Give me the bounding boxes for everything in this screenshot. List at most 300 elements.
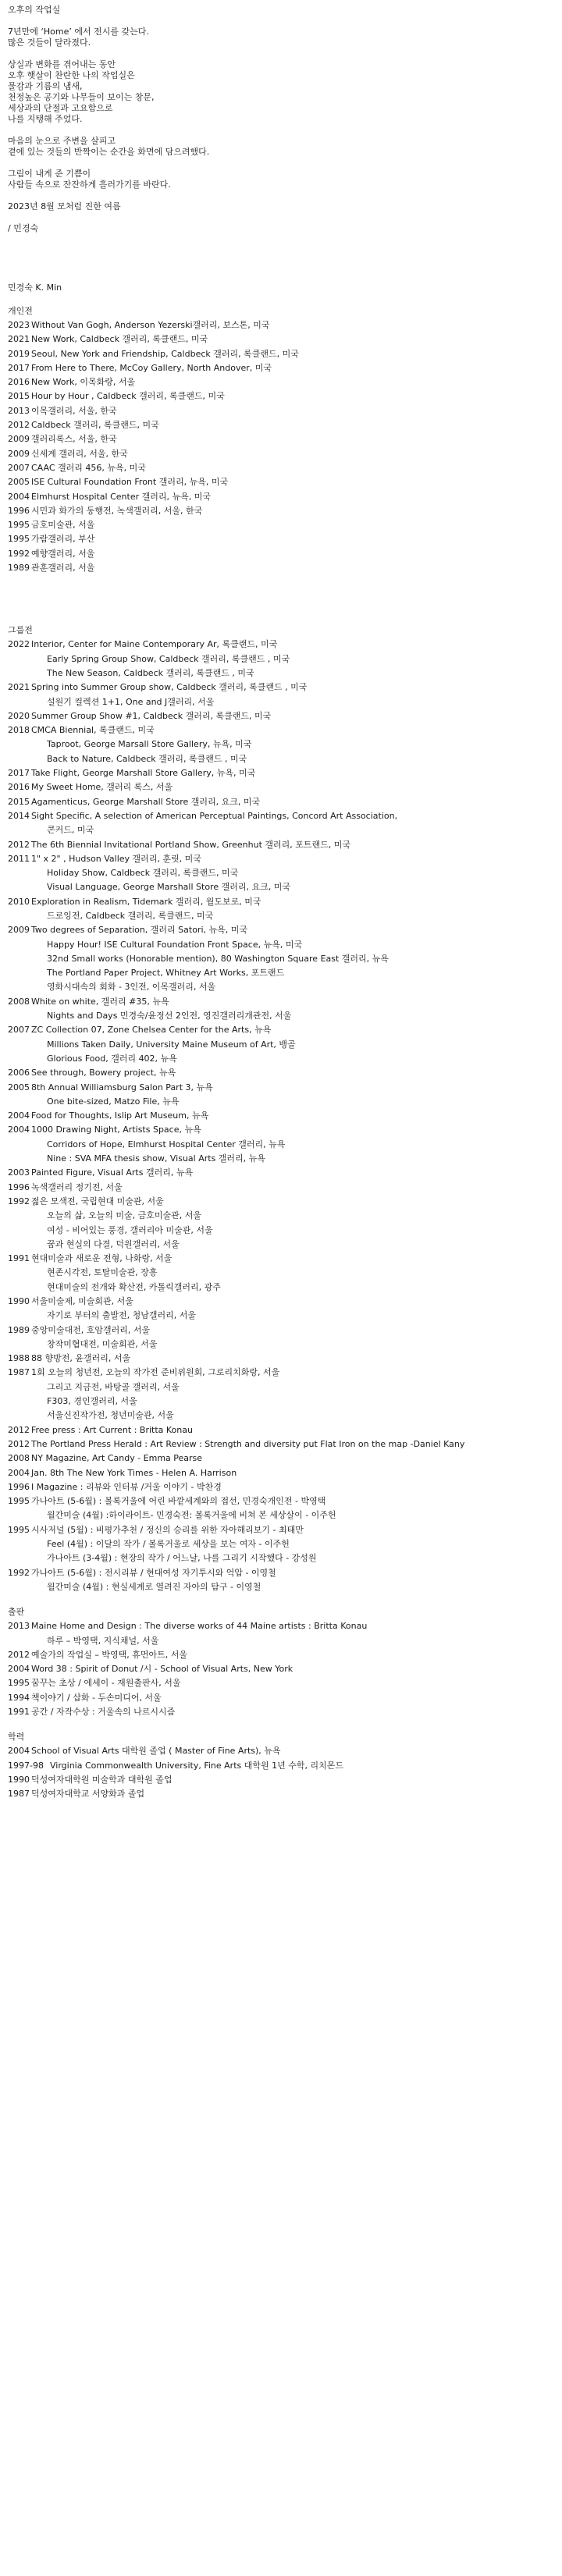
entry-text: I Magazine : 리뷰와 인터뷰 /거울 이야기 - 박찬경 — [31, 1481, 222, 1492]
artist-statement — [8, 5, 554, 234]
entry-year — [8, 1309, 27, 1323]
statement-line: 마음의 눈으로 주변을 살피고 — [8, 136, 116, 146]
statement-line: 천정높은 공기와 나무들이 보이는 창문, — [8, 92, 155, 102]
entry-text: 현대미술과 새로운 전형, 나화랑, 서울 — [31, 1253, 173, 1264]
group-exhibition-entry — [8, 1224, 554, 1238]
group-exhibition-entry — [8, 1109, 554, 1123]
entry-text: 월간미술 (4월) : 현실세계로 열려진 자아의 탐구 - 이영철 — [47, 1581, 261, 1592]
solo-exhibition-entry — [8, 332, 554, 346]
entry-text: Corridors of Hope, Elmhurst Hospital Center 갤러리, 뉴욕 — [47, 1139, 286, 1149]
group-exhibition-entry — [8, 1081, 554, 1095]
entry-text: Word 38 : Spirit of Donut /시 - School of Visual Arts, New York — [31, 1664, 293, 1675]
solo-exhibition-entry — [8, 461, 554, 475]
education-entry — [8, 1744, 554, 1758]
entry-year — [8, 737, 27, 751]
entry-year: 2013 — [8, 405, 30, 416]
entry-text: Free press : Art Current : Britta Konau — [31, 1424, 193, 1435]
entry-year: 2023 — [8, 320, 30, 330]
entry-year — [8, 1409, 27, 1423]
entry-year: 2021 — [8, 334, 30, 345]
press-entry — [8, 1437, 554, 1451]
group-exhibition-entry — [8, 737, 554, 751]
entry-text: The New Season, Caldbeck 갤러리, 록클랜드 , 미국 — [47, 667, 254, 678]
entry-year: 1995 — [8, 1496, 30, 1507]
group-exhibition-entry — [8, 1281, 554, 1295]
group-exhibition-entry — [8, 980, 554, 994]
entry-year: 2014 — [8, 810, 30, 821]
entry-year — [8, 1095, 27, 1109]
entry-text: 녹색갤러리 정기전, 서울 — [31, 1181, 123, 1192]
entry-text: School of Visual Arts 대학원 졸업 ( Master of Fine Arts), 뉴욕 — [31, 1746, 281, 1757]
entry-year: 2012 — [8, 839, 30, 850]
entry-year: 1988 — [8, 1353, 30, 1364]
entry-text: 드로잉전, Caldbeck 갤러리, 록클랜드, 미국 — [47, 910, 214, 921]
press-entry — [8, 1580, 554, 1594]
entry-year: 1990 — [8, 1774, 30, 1785]
entry-year — [8, 938, 27, 952]
entry-year — [8, 1634, 27, 1648]
entry-text: 현대미술의 전개와 확산전, 카톨릭갤러리, 광주 — [47, 1281, 221, 1292]
press-entry — [8, 1423, 554, 1437]
group-exhibition-entry — [8, 638, 554, 652]
entry-year — [8, 752, 27, 766]
page-content — [8, 5, 554, 1802]
entry-year: 2013 — [8, 1621, 30, 1632]
entry-year — [8, 980, 27, 994]
press-entry — [8, 1466, 554, 1480]
publication-entry — [8, 1619, 554, 1633]
entry-year: 2022 — [8, 639, 30, 650]
entry-text: Hour by Hour , Caldbeck 갤러리, 록클랜드, 미국 — [31, 391, 225, 402]
statement-line: 2023년 8월 모처럼 진한 여름 — [8, 201, 121, 211]
entry-text: The Portland Press Herald : Art Review : Strength and diversity put Flat Iron on the map -Daniel Kany — [31, 1438, 465, 1449]
solo-exhibition-entry — [8, 404, 554, 418]
entry-text: 가나아트 (3-4월) : 현장의 작가 / 어느날, 나를 그리기 시작했다 - 강성원 — [47, 1553, 317, 1564]
entry-year: 1991 — [8, 1253, 30, 1264]
group-exhibition-entry — [8, 1366, 554, 1380]
education-heading: 학력 — [8, 1732, 25, 1743]
publication-entry — [8, 1676, 554, 1690]
entry-year: 2003 — [8, 1167, 30, 1178]
group-exhibition-entry — [8, 995, 554, 1009]
publication-entry — [8, 1705, 554, 1719]
entry-text: 가나아트 (5-6월) : 전시리뷰 / 현대여성 자기투시와 억압 - 이영철 — [31, 1567, 276, 1578]
entry-year: 2012 — [8, 1649, 30, 1660]
solo-exhibition-entry — [8, 389, 554, 403]
entry-year: 2011 — [8, 853, 30, 864]
entry-year — [8, 695, 27, 709]
group-exhibition-entry — [8, 838, 554, 852]
group-exhibition-entry — [8, 852, 554, 866]
group-exhibition-entry — [8, 895, 554, 909]
entry-text: Elmhurst Hospital Center 갤러리, 뉴욕, 미국 — [31, 491, 211, 502]
entry-year — [8, 1338, 27, 1352]
statement-line: 사람들 속으로 잔잔하게 흘러가기를 바란다. — [8, 179, 171, 190]
entry-text: Maine Home and Design : The diverse works of 44 Maine artists : Britta Konau — [31, 1621, 368, 1632]
solo-exhibition-entry — [8, 432, 554, 446]
solo-exhibition-entry — [8, 532, 554, 546]
group-exhibition-entry — [8, 780, 554, 794]
entry-year: 2005 — [8, 477, 30, 488]
entry-text: 덕성여자대학원 미술학과 대학원 졸업 — [31, 1774, 173, 1785]
entry-text: 88 향방전, 윤갤러리, 서울 — [31, 1353, 131, 1364]
entry-text: Painted Figure, Visual Arts 갤러리, 뉴욕 — [31, 1167, 194, 1178]
entry-text: Glorious Food, 갤러리 402, 뉴욕 — [47, 1053, 177, 1064]
entry-text: 이목갤러리, 서울, 한국 — [31, 405, 117, 416]
entry-year: 2008 — [8, 996, 30, 1007]
entry-year — [8, 823, 27, 837]
entry-year — [8, 1580, 27, 1594]
entry-year — [8, 952, 27, 966]
entry-text: Spring into Summer Group show, Caldbeck 갤러리, 록클랜드 , 미국 — [31, 682, 308, 693]
entry-year: 2009 — [8, 434, 30, 445]
statement-line: / 민경숙 — [8, 223, 39, 233]
group-exhibition-entry — [8, 823, 554, 837]
entry-year: 2006 — [8, 1068, 30, 1078]
entry-text: 콘커드, 미국 — [47, 825, 94, 836]
statement-line: 오후 햇살이 찬란한 나의 작업실은 — [8, 70, 135, 80]
entry-year: 2004 — [8, 491, 30, 502]
entry-text: ISE Cultural Foundation Front 갤러리, 뉴욕, 미국 — [31, 477, 229, 488]
group-exhibition-entry — [8, 1052, 554, 1066]
entry-text: The 6th Biennial Invitational Portland Show, Greenhut 갤러리, 포트랜드, 미국 — [31, 839, 351, 850]
statement-line: 7년만에 ‘Home’ 에서 전시를 갖는다. — [8, 27, 149, 37]
group-exhibitions-section — [8, 624, 554, 1423]
entry-text: 현존시각전, 토탈미술관, 장흥 — [47, 1267, 158, 1278]
statement-line: 나를 지탱해 주었다. — [8, 114, 83, 124]
entry-text: 오늘의 삶, 오늘의 미술, 금호미술관, 서울 — [47, 1210, 201, 1221]
entry-year — [8, 966, 27, 980]
group-exhibition-entry — [8, 1338, 554, 1352]
entry-text: 시사저널 (5월) : 비평가추천 / 정신의 승리를 위한 자아해리보기 - 최태만 — [31, 1524, 304, 1535]
press-entry — [8, 1537, 554, 1551]
entry-year — [8, 1052, 27, 1066]
education-entry — [8, 1759, 554, 1773]
entry-year: 2004 — [8, 1746, 30, 1757]
publications-section — [8, 1605, 554, 1719]
entry-year: 2010 — [8, 896, 30, 907]
entry-year — [8, 1508, 27, 1523]
entry-year: 2021 — [8, 682, 30, 693]
entry-text: 시민과 화가의 동행전, 녹색갤러리, 서울, 한국 — [31, 505, 203, 516]
group-exhibition-entry — [8, 1166, 554, 1180]
solo-heading: 개인전 — [8, 306, 33, 316]
entry-year: 1987 — [8, 1789, 30, 1800]
solo-exhibition-entry — [8, 561, 554, 575]
statement-line: 상실과 변화를 겪어내는 동안 — [8, 59, 116, 69]
entry-year: 1997-98 — [8, 1760, 44, 1771]
entry-text: Virginia Commonwealth University, Fine Arts 대학원 1년 수학, 리치몬드 — [50, 1760, 343, 1771]
entry-text: 설원기 컬렉션 1+1, One and J갤러리, 서울 — [47, 696, 215, 707]
statement-line: 많은 것들이 달라졌다. — [8, 37, 91, 48]
solo-exhibition-entry — [8, 318, 554, 332]
entry-text: 갤러리록스, 서울, 한국 — [31, 434, 117, 445]
entry-year — [8, 909, 27, 923]
group-exhibition-entry — [8, 1009, 554, 1023]
group-exhibition-entry — [8, 966, 554, 980]
entry-text: Sight Specific, A selection of American Perceptual Paintings, Concord Art Association, — [31, 810, 398, 821]
solo-exhibition-entry — [8, 447, 554, 461]
entry-year: 1991 — [8, 1707, 30, 1718]
entry-text: Visual Language, George Marshall Store 갤러리, 요크, 미국 — [47, 882, 290, 893]
entry-text: 1" x 2" , Hudson Valley 갤러리, 훈릿, 미국 — [31, 853, 201, 864]
entry-text: 창작미협대전, 미술회관, 서울 — [47, 1338, 158, 1349]
entry-text: Nine : SVA MFA thesis show, Visual Arts 갤러리, 뉴욕 — [47, 1153, 265, 1164]
statement-title: 오후의 작업실 — [8, 5, 61, 15]
entry-year: 1996 — [8, 505, 30, 516]
entry-year — [8, 1238, 27, 1252]
entry-year: 2017 — [8, 768, 30, 779]
group-exhibition-entry — [8, 1395, 554, 1409]
solo-exhibition-entry — [8, 518, 554, 532]
entry-text: 가람갤러리, 부산 — [31, 534, 95, 545]
entry-text: 32nd Small works (Honorable mention), 80 Washington Square East 갤러리, 뉴욕 — [47, 953, 389, 964]
entry-year — [8, 1266, 27, 1280]
group-exhibition-entry — [8, 1209, 554, 1223]
entry-text: 가나아트 (5-6월) : 볼록거울에 어린 바깥세계와의 접선, 민경숙개인전 - 박영택 — [31, 1496, 326, 1507]
group-exhibition-entry — [8, 923, 554, 937]
solo-exhibition-entry — [8, 504, 554, 518]
entry-year: 2004 — [8, 1664, 30, 1675]
solo-exhibition-entry — [8, 347, 554, 361]
press-entry — [8, 1566, 554, 1580]
group-exhibition-entry — [8, 709, 554, 723]
entry-year — [8, 1009, 27, 1023]
entry-text: 관훈갤러리, 서울 — [31, 563, 95, 574]
education-entry — [8, 1773, 554, 1787]
entry-year: 2009 — [8, 448, 30, 459]
group-exhibition-entry — [8, 1152, 554, 1166]
press-entry — [8, 1480, 554, 1494]
group-exhibition-entry — [8, 666, 554, 680]
solo-exhibition-entry — [8, 547, 554, 561]
group-exhibition-entry — [8, 766, 554, 780]
group-exhibition-entry — [8, 1238, 554, 1252]
entry-year — [8, 1038, 27, 1052]
entry-year: 1995 — [8, 1678, 30, 1689]
entry-text: 꿈과 현실의 다결, 덕원갤러리, 서울 — [47, 1238, 180, 1249]
group-exhibition-entry — [8, 1309, 554, 1323]
entry-text: Holiday Show, Caldbeck 갤러리, 록클랜드, 미국 — [47, 868, 239, 879]
publication-entry — [8, 1648, 554, 1662]
entry-text: See through, Bowery project, 뉴욕 — [31, 1068, 176, 1078]
entry-text: Two degrees of Separation, 갤러리 Satori, 뉴욕, 미국 — [31, 925, 248, 936]
press-entry — [8, 1508, 554, 1523]
statement-line: 세상과의 단절과 고요함으로 — [8, 103, 113, 113]
entry-text: F303, 경인갤러리, 서울 — [47, 1396, 137, 1407]
entry-text: Early Spring Group Show, Caldbeck 갤러리, 록클랜드 , 미국 — [47, 653, 290, 664]
group-exhibition-entry — [8, 1038, 554, 1052]
solo-exhibition-entry — [8, 418, 554, 432]
entry-year: 1994 — [8, 1692, 30, 1703]
entry-year — [8, 1395, 27, 1409]
entry-year — [8, 652, 27, 666]
education-section — [8, 1730, 554, 1801]
group-exhibition-entry — [8, 938, 554, 952]
entry-text: 금호미술관, 서울 — [31, 520, 95, 531]
entry-text: 꿈꾸는 초상 / 에세이 - 재원출판사, 서울 — [31, 1678, 181, 1689]
entry-text: 자기로 부터의 출발전, 청남갤러리, 서울 — [47, 1310, 196, 1321]
group-heading: 그룹전 — [8, 625, 33, 636]
solo-exhibition-entry — [8, 490, 554, 504]
entry-text: 그리고 지금전, 바탕골 갤러리, 서울 — [47, 1381, 180, 1392]
statement-line: 그림이 내게 준 기쁨이 — [8, 169, 91, 179]
entry-year: 2016 — [8, 377, 30, 388]
entry-text: Summer Group Show #1, Caldbeck 갤러리, 록클랜드, 미국 — [31, 710, 272, 721]
entry-year: 2009 — [8, 925, 30, 936]
group-exhibition-entry — [8, 695, 554, 709]
publication-entry — [8, 1662, 554, 1676]
entry-text: My Sweet Home, 갤러리 록스, 서울 — [31, 782, 173, 793]
publication-entry — [8, 1634, 554, 1648]
entry-year: 2004 — [8, 1467, 30, 1478]
entry-text: 예향갤러리, 서울 — [31, 548, 95, 559]
entry-year: 1995 — [8, 520, 30, 531]
entry-text: The Portland Paper Project, Whitney Art Works, 포트랜드 — [47, 968, 285, 979]
artist-name: 민경숙 K. Min — [8, 282, 62, 293]
entry-year: 2012 — [8, 1424, 30, 1435]
entry-text: 책이야기 / 삽화 - 두손미디어, 서울 — [31, 1692, 162, 1703]
entry-year: 2016 — [8, 782, 30, 793]
entry-text: 8th Annual Williamsburg Salon Part 3, 뉴욕 — [31, 1082, 213, 1093]
group-exhibition-entry — [8, 752, 554, 766]
solo-exhibition-entry — [8, 375, 554, 389]
entry-year: 2007 — [8, 462, 30, 473]
entry-year: 2008 — [8, 1453, 30, 1464]
press-entry — [8, 1551, 554, 1565]
entry-text: CMCA Biennial, 록클랜드, 미국 — [31, 725, 155, 736]
entry-text: New Work, 이목화랑, 서울 — [31, 377, 136, 388]
entry-year — [8, 1224, 27, 1238]
statement-line: 물감과 기름의 냄새, — [8, 81, 83, 91]
publications-heading: 출판 — [8, 1607, 25, 1618]
entry-text: Take Flight, George Marshall Store Gallery, 뉴욕, 미국 — [31, 768, 256, 779]
entry-year: 2015 — [8, 796, 30, 807]
group-exhibition-entry — [8, 723, 554, 737]
entry-year — [8, 1537, 27, 1551]
group-exhibition-entry — [8, 652, 554, 666]
entry-text: 월간미술 (4월) :하이라이트- 민경숙전: 볼록거울에 비쳐 본 세상살이 - 이주헌 — [47, 1510, 336, 1521]
solo-exhibition-entry — [8, 361, 554, 375]
entry-year — [8, 1281, 27, 1295]
entry-year: 2012 — [8, 1438, 30, 1449]
entry-text: One bite-sized, Matzo File, 뉴욕 — [47, 1096, 180, 1107]
entry-year: 2015 — [8, 391, 30, 402]
group-exhibition-entry — [8, 1138, 554, 1152]
entry-year: 2007 — [8, 1025, 30, 1036]
press-section — [8, 1423, 554, 1595]
group-exhibition-entry — [8, 1066, 554, 1080]
entry-text: New Work, Caldbeck 갤러리, 록클랜드, 미국 — [31, 334, 208, 345]
press-entry — [8, 1451, 554, 1466]
education-entry — [8, 1787, 554, 1801]
entry-text: Back to Nature, Caldbeck 갤러리, 록클랜드 , 미국 — [47, 753, 247, 764]
entry-year: 2004 — [8, 1125, 30, 1135]
group-exhibition-entry — [8, 1195, 554, 1209]
entry-year: 1996 — [8, 1181, 30, 1192]
entry-year: 2005 — [8, 1082, 30, 1093]
group-exhibition-entry — [8, 880, 554, 894]
entry-year: 1989 — [8, 563, 30, 574]
entry-text: 신세계 갤러리, 서울, 한국 — [31, 448, 128, 459]
entry-text: Seoul, New York and Friendship, Caldbeck 갤러리, 록클랜드, 미국 — [31, 348, 299, 359]
group-exhibition-entry — [8, 680, 554, 695]
statement-line: 곁에 있는 것들의 반짝이는 순간을 화면에 담으려했다. — [8, 147, 210, 157]
entry-text: Food for Thoughts, Islip Art Museum, 뉴욕 — [31, 1110, 209, 1121]
entry-year: 1990 — [8, 1296, 30, 1306]
entry-year: 2004 — [8, 1110, 30, 1121]
group-exhibition-entry — [8, 1181, 554, 1195]
entry-year: 1992 — [8, 548, 30, 559]
entry-text: Agamenticus, George Marshall Store 갤러리, 요크, 미국 — [31, 796, 261, 807]
entry-text: 여성 - 비어있는 풍경, 갤러리아 미술관, 서울 — [47, 1224, 213, 1235]
group-exhibition-entry — [8, 1095, 554, 1109]
entry-text: 서울미술제, 미술회관, 서울 — [31, 1296, 133, 1306]
entry-text: Nights and Days 민경숙/윤정선 2인전, 영진갤러리개관전, 서울 — [47, 1011, 292, 1022]
press-entry — [8, 1523, 554, 1537]
group-exhibition-entry — [8, 909, 554, 923]
entry-text: 서울신진작가전, 청년미술관, 서울 — [47, 1410, 174, 1421]
entry-year: 2012 — [8, 420, 30, 431]
group-exhibition-entry — [8, 1252, 554, 1266]
entry-text: Taproot, George Marsall Store Gallery, 뉴욕, 미국 — [47, 739, 252, 750]
entry-text: 중앙미술대전, 호암갤러리, 서울 — [31, 1324, 151, 1335]
entry-text: Feel (4월) : 이달의 작가 / 볼록거울로 세상을 보는 여자 - 이주헌 — [47, 1539, 290, 1550]
entry-year — [8, 866, 27, 880]
entry-year: 2018 — [8, 725, 30, 736]
entry-year: 1987 — [8, 1367, 30, 1378]
group-exhibition-entry — [8, 1380, 554, 1395]
entry-year — [8, 1152, 27, 1166]
entry-year — [8, 1138, 27, 1152]
entry-year — [8, 666, 27, 680]
entry-text: Millions Taken Daily, University Maine Museum of Art, 뱅골 — [47, 1039, 296, 1050]
entry-year — [8, 1551, 27, 1565]
entry-text: ZC Collection 07, Zone Chelsea Center for the Arts, 뉴욕 — [31, 1025, 272, 1036]
entry-year — [8, 1209, 27, 1223]
entry-text: From Here to There, McCoy Gallery, North Andover, 미국 — [31, 362, 272, 373]
entry-text: Jan. 8th The New York Times - Helen A. Harrison — [31, 1467, 237, 1478]
publication-entry — [8, 1691, 554, 1705]
group-exhibition-entry — [8, 1409, 554, 1423]
entry-text: 공간 / 자작수상 : 거울속의 나르시시즘 — [31, 1707, 176, 1718]
entry-year: 1996 — [8, 1481, 30, 1492]
entry-year — [8, 880, 27, 894]
entry-year: 1992 — [8, 1196, 30, 1206]
entry-year: 2020 — [8, 710, 30, 721]
group-exhibition-entry — [8, 795, 554, 809]
entry-text: Without Van Gogh, Anderson Yezerski갤러리, 보스톤, 미국 — [31, 320, 270, 330]
group-exhibition-entry — [8, 1023, 554, 1037]
group-exhibition-entry — [8, 809, 554, 823]
group-exhibition-entry — [8, 1123, 554, 1137]
group-exhibition-entry — [8, 866, 554, 880]
entry-year: 1995 — [8, 534, 30, 545]
entry-text: Interior, Center for Maine Contemporary Ar, 록클랜드, 미국 — [31, 639, 278, 650]
group-exhibition-entry — [8, 1295, 554, 1309]
solo-exhibition-entry — [8, 475, 554, 489]
entry-text: 예술가의 작업실 – 박영택, 휴먼아트, 서울 — [31, 1649, 187, 1660]
entry-text: Happy Hour! ISE Cultural Foundation Front Space, 뉴욕, 미국 — [47, 939, 303, 950]
entry-text: Caldbeck 갤러리, 록클랜드, 미국 — [31, 420, 159, 431]
group-exhibition-entry — [8, 1324, 554, 1338]
entry-text: NY Magazine, Art Candy - Emma Pearse — [31, 1453, 203, 1464]
entry-text: CAAC 갤러리 456, 뉴욕, 미국 — [31, 462, 146, 473]
entry-year: 2017 — [8, 362, 30, 373]
entry-text: 덕성여자대학교 서양화과 졸업 — [31, 1789, 145, 1800]
group-exhibition-entry — [8, 1352, 554, 1366]
entry-text: 영화시대속의 회화 - 3인전, 이목갤러리, 서울 — [47, 982, 216, 993]
